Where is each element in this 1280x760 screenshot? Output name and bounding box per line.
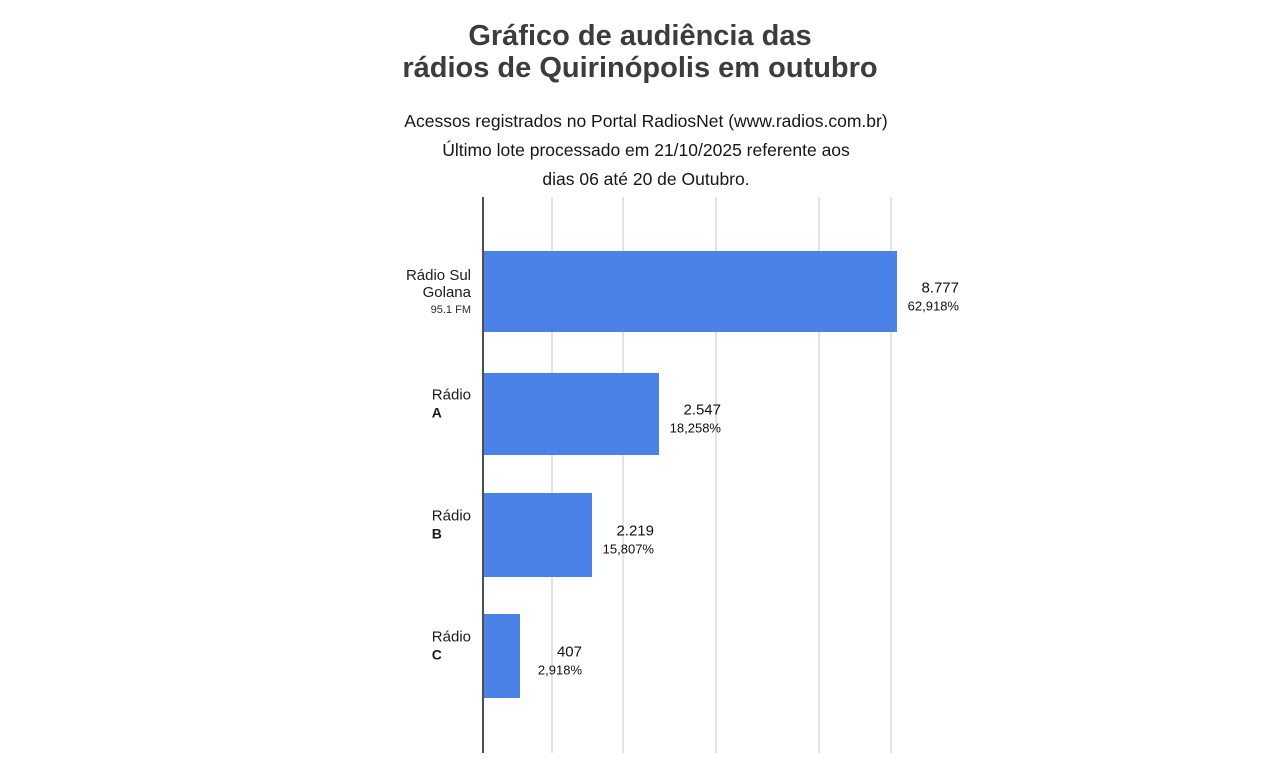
percent-label: 18,258% [669,420,721,436]
chart-title-line: rádios de Quirinópolis em outubro [402,52,878,84]
radio-name-block [432,387,471,422]
row-value [602,522,654,559]
percent-label: 2,918% [537,662,582,678]
radio-name-line: Golana [422,283,471,301]
value-label: 2.219 [616,522,654,540]
radio-frequency: 95.1 FM [430,303,471,316]
radio-name-line: Rádio [431,507,471,525]
percent-label: 15,807% [602,541,654,557]
row-label [406,267,471,317]
row-label [432,629,471,664]
bar [484,373,659,455]
bar [484,493,592,577]
chart-subtitle-line: Último lote processado em 21/10/2025 referente aos [442,140,850,160]
radio-name-line: B [431,525,443,542]
value-label: 407 [556,643,582,661]
chart-title-line: Gráfico de audiência das [468,20,812,52]
radio-name-block [432,508,471,543]
bar [484,251,897,332]
row-value [669,401,721,438]
radio-name-line: Rádio Sul [405,266,471,284]
percent-label: 62,918% [907,298,959,313]
radio-name-line: Rádio [431,386,471,404]
radio-name-block [432,629,471,664]
row-label [432,387,471,422]
row-value [907,278,959,315]
row-label [432,508,471,543]
row-value [530,643,582,680]
chart-subtitle-line: Acessos registrados no Portal RadiosNet (www.radios.com.br) [404,111,888,131]
chart-subtitle-line: dias 06 até 20 de Outubro. [542,169,750,189]
radio-name-line: A [431,404,443,421]
bar [484,614,520,698]
radio-name-line: Rádio [431,628,471,646]
radio-name-line: C [431,646,443,663]
value-label: 8.777 [921,279,959,296]
value-label: 2.547 [683,401,721,419]
